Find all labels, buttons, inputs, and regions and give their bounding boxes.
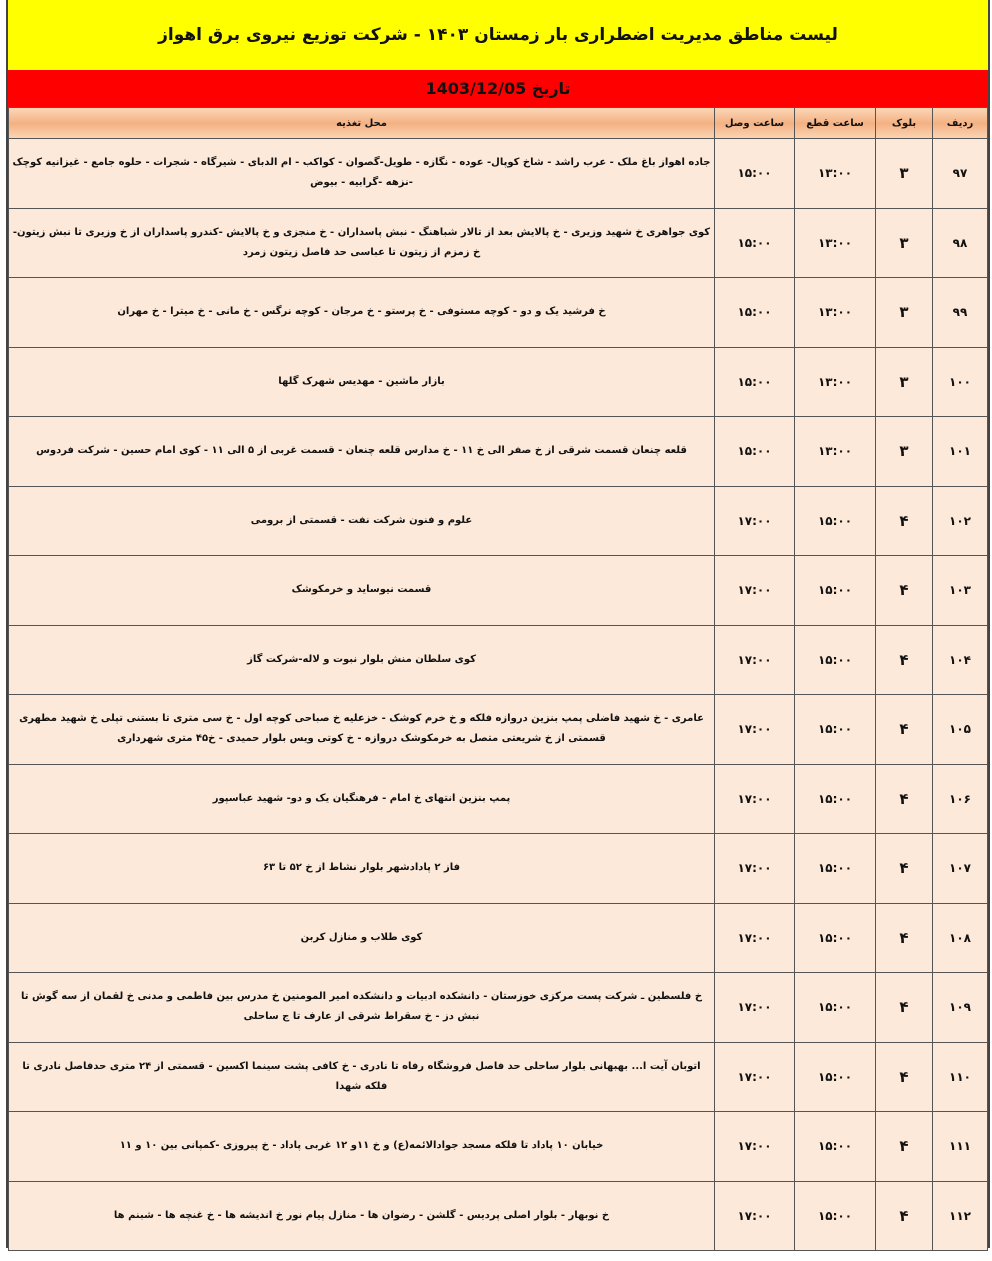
block-cell: ۳ — [876, 417, 933, 487]
cut-time-cell: ۱۳:۰۰ — [795, 278, 876, 348]
cut-time-cell: ۱۵:۰۰ — [795, 1042, 876, 1112]
table-row — [9, 556, 988, 626]
row-number-cell: ۱۱۲ — [933, 1181, 988, 1251]
row-number-cell: ۱۱۰ — [933, 1042, 988, 1112]
area-cell: عامری - خ شهید فاضلی پمپ بنزین دروازه فلکه و خ خرم کوشک - خزعلیه خ صباحی کوچه اول - خ سی متری تا بستنی تپلی خ شهید مطهری قسمتی از خ شریعتی متصل به خرمکوشک دروازه - خ کوتی ویس بلوار حمیدی - خ۴۵ متری شهرداری — [9, 695, 715, 765]
header-row-number: ردیف — [933, 108, 988, 139]
header-cut-time: ساعت قطع — [795, 108, 876, 139]
block-cell: ۳ — [876, 208, 933, 278]
header-connect-time: ساعت وصل — [715, 108, 795, 139]
cut-time-cell: ۱۵:۰۰ — [795, 973, 876, 1043]
connect-time-cell: ۱۵:۰۰ — [715, 208, 795, 278]
block-cell: ۳ — [876, 347, 933, 417]
connect-time-cell: ۱۷:۰۰ — [715, 486, 795, 556]
row-number-cell: ۹۷ — [933, 139, 988, 209]
header-area: محل تغذیه — [9, 108, 715, 139]
area-cell: خیابان ۱۰ پاداد تا فلکه مسجد جوادالائمه(ع) و خ ۱۱و ۱۲ غربی پاداد - خ پیروزی -کمپانی بین ۱۰ و ۱۱ — [9, 1112, 715, 1182]
table-row — [9, 764, 988, 834]
connect-time-cell: ۱۷:۰۰ — [715, 1042, 795, 1112]
area-cell: خ نوبهار - بلوار اصلی پردیس - گلشن - رضوان ها - منازل پیام نور خ اندیشه ها - خ غنچه ها - شبنم ها — [9, 1181, 715, 1251]
table-header-row — [9, 108, 988, 139]
table-row — [9, 1181, 988, 1251]
area-cell: جاده اهواز باغ ملک - عرب راشد - شاخ کوپال- عوده - نگازه - طویل-گصوان - کواکب - ام الدبای - شیرگاه - شجرات - حلوه جامع - غیزانیه کوچک -نزهه -گرابیه - بیوض — [9, 139, 715, 209]
row-number-cell: ۱۰۶ — [933, 764, 988, 834]
block-cell: ۳ — [876, 139, 933, 209]
connect-time-cell: ۱۷:۰۰ — [715, 1181, 795, 1251]
area-cell: بازار ماشین - مهدیس شهرک گلها — [9, 347, 715, 417]
block-cell: ۴ — [876, 1112, 933, 1182]
area-cell: خ فلسطین ـ شرکت پست مرکزی خوزستان - دانشکده ادبیات و دانشکده امیر المومنین خ مدرس بین فاطمی و مدنی خ لقمان از سه گوش تا نبش دز - خ سقراط شرقی از عارف تا ج ساحلی — [9, 973, 715, 1043]
connect-time-cell: ۱۷:۰۰ — [715, 695, 795, 765]
cut-time-cell: ۱۳:۰۰ — [795, 139, 876, 209]
page-title: لیست مناطق مدیریت اضطراری بار زمستان ۱۴۰۳ - شرکت توزیع نیروی برق اهواز — [8, 0, 988, 70]
area-cell: کوی طلاب و منازل کربن — [9, 903, 715, 973]
header-block: بلوک — [876, 108, 933, 139]
block-cell: ۴ — [876, 486, 933, 556]
table-row — [9, 208, 988, 278]
table-row — [9, 1042, 988, 1112]
cut-time-cell: ۱۵:۰۰ — [795, 903, 876, 973]
table-row — [9, 347, 988, 417]
connect-time-cell: ۱۵:۰۰ — [715, 278, 795, 348]
row-number-cell: ۱۰۵ — [933, 695, 988, 765]
cut-time-cell: ۱۵:۰۰ — [795, 1112, 876, 1182]
connect-time-cell: ۱۷:۰۰ — [715, 834, 795, 904]
connect-time-cell: ۱۵:۰۰ — [715, 417, 795, 487]
area-cell: اتوبان آیت ا... بهبهانی بلوار ساحلی حد فاصل فروشگاه رفاه تا نادری - خ کافی پشت سینما اکسین - قسمتی از ۲۴ متری حدفاصل نادری تا فلکه شهدا — [9, 1042, 715, 1112]
area-cell: کوی سلطان منش بلوار نبوت و لاله-شرکت گاز — [9, 625, 715, 695]
cut-time-cell: ۱۳:۰۰ — [795, 417, 876, 487]
block-cell: ۴ — [876, 903, 933, 973]
table-row — [9, 695, 988, 765]
block-cell: ۴ — [876, 695, 933, 765]
connect-time-cell: ۱۷:۰۰ — [715, 625, 795, 695]
block-cell: ۴ — [876, 556, 933, 626]
cut-time-cell: ۱۳:۰۰ — [795, 347, 876, 417]
connect-time-cell: ۱۷:۰۰ — [715, 556, 795, 626]
row-number-cell: ۹۹ — [933, 278, 988, 348]
table-row — [9, 903, 988, 973]
date-banner: تاریخ 1403/12/05 — [8, 70, 988, 108]
table-row — [9, 625, 988, 695]
area-cell: قسمت نیوساید و خرمکوشک — [9, 556, 715, 626]
table-row — [9, 417, 988, 487]
connect-time-cell: ۱۵:۰۰ — [715, 139, 795, 209]
row-number-cell: ۱۱۱ — [933, 1112, 988, 1182]
area-cell: کوی جواهری خ شهید وزیری - خ پالایش بعد از تالار شباهنگ - نبش پاسداران - خ منجزی و خ پالایش -کندرو پاسداران از خ وزیری تا نبش زیتون- خ زمزم از زیتون تا عباسی حد فاصل زیتون زمرد — [9, 208, 715, 278]
connect-time-cell: ۱۷:۰۰ — [715, 973, 795, 1043]
row-number-cell: ۱۰۰ — [933, 347, 988, 417]
area-cell: قلعه چنعان قسمت شرقی از خ صفر الی خ ۱۱ - خ مدارس قلعه چنعان - قسمت غربی از ۵ الی ۱۱ - کوی امام حسین - شرکت فردوس — [9, 417, 715, 487]
row-number-cell: ۱۰۳ — [933, 556, 988, 626]
connect-time-cell: ۱۵:۰۰ — [715, 347, 795, 417]
row-number-cell: ۱۰۴ — [933, 625, 988, 695]
block-cell: ۴ — [876, 1042, 933, 1112]
cut-time-cell: ۱۵:۰۰ — [795, 695, 876, 765]
table-row — [9, 486, 988, 556]
cut-time-cell: ۱۵:۰۰ — [795, 764, 876, 834]
area-cell: علوم و فنون شرکت نفت - قسمتی از برومی — [9, 486, 715, 556]
area-cell: خ فرشید یک و دو - کوچه مستوفی - خ پرستو - خ مرجان - کوچه نرگس - خ مانی - خ میترا - خ مهران — [9, 278, 715, 348]
connect-time-cell: ۱۷:۰۰ — [715, 764, 795, 834]
row-number-cell: ۱۰۸ — [933, 903, 988, 973]
row-number-cell: ۱۰۲ — [933, 486, 988, 556]
block-cell: ۳ — [876, 278, 933, 348]
outage-schedule-table — [8, 107, 988, 1251]
block-cell: ۴ — [876, 625, 933, 695]
row-number-cell: ۱۰۹ — [933, 973, 988, 1043]
block-cell: ۴ — [876, 973, 933, 1043]
cut-time-cell: ۱۵:۰۰ — [795, 556, 876, 626]
table-row — [9, 139, 988, 209]
table-row — [9, 834, 988, 904]
table-row — [9, 973, 988, 1043]
block-cell: ۴ — [876, 1181, 933, 1251]
connect-time-cell: ۱۷:۰۰ — [715, 1112, 795, 1182]
cut-time-cell: ۱۵:۰۰ — [795, 834, 876, 904]
area-cell: پمپ بنزین انتهای خ امام - فرهنگیان یک و دو- شهید عباسپور — [9, 764, 715, 834]
row-number-cell: ۱۰۷ — [933, 834, 988, 904]
cut-time-cell: ۱۵:۰۰ — [795, 486, 876, 556]
table-row — [9, 1112, 988, 1182]
cut-time-cell: ۱۵:۰۰ — [795, 625, 876, 695]
row-number-cell: ۹۸ — [933, 208, 988, 278]
area-cell: فاز ۲ پادادشهر بلوار نشاط از خ ۵۲ تا ۶۳ — [9, 834, 715, 904]
connect-time-cell: ۱۷:۰۰ — [715, 903, 795, 973]
table-row — [9, 278, 988, 348]
block-cell: ۴ — [876, 834, 933, 904]
cut-time-cell: ۱۵:۰۰ — [795, 1181, 876, 1251]
row-number-cell: ۱۰۱ — [933, 417, 988, 487]
cut-time-cell: ۱۳:۰۰ — [795, 208, 876, 278]
block-cell: ۴ — [876, 764, 933, 834]
